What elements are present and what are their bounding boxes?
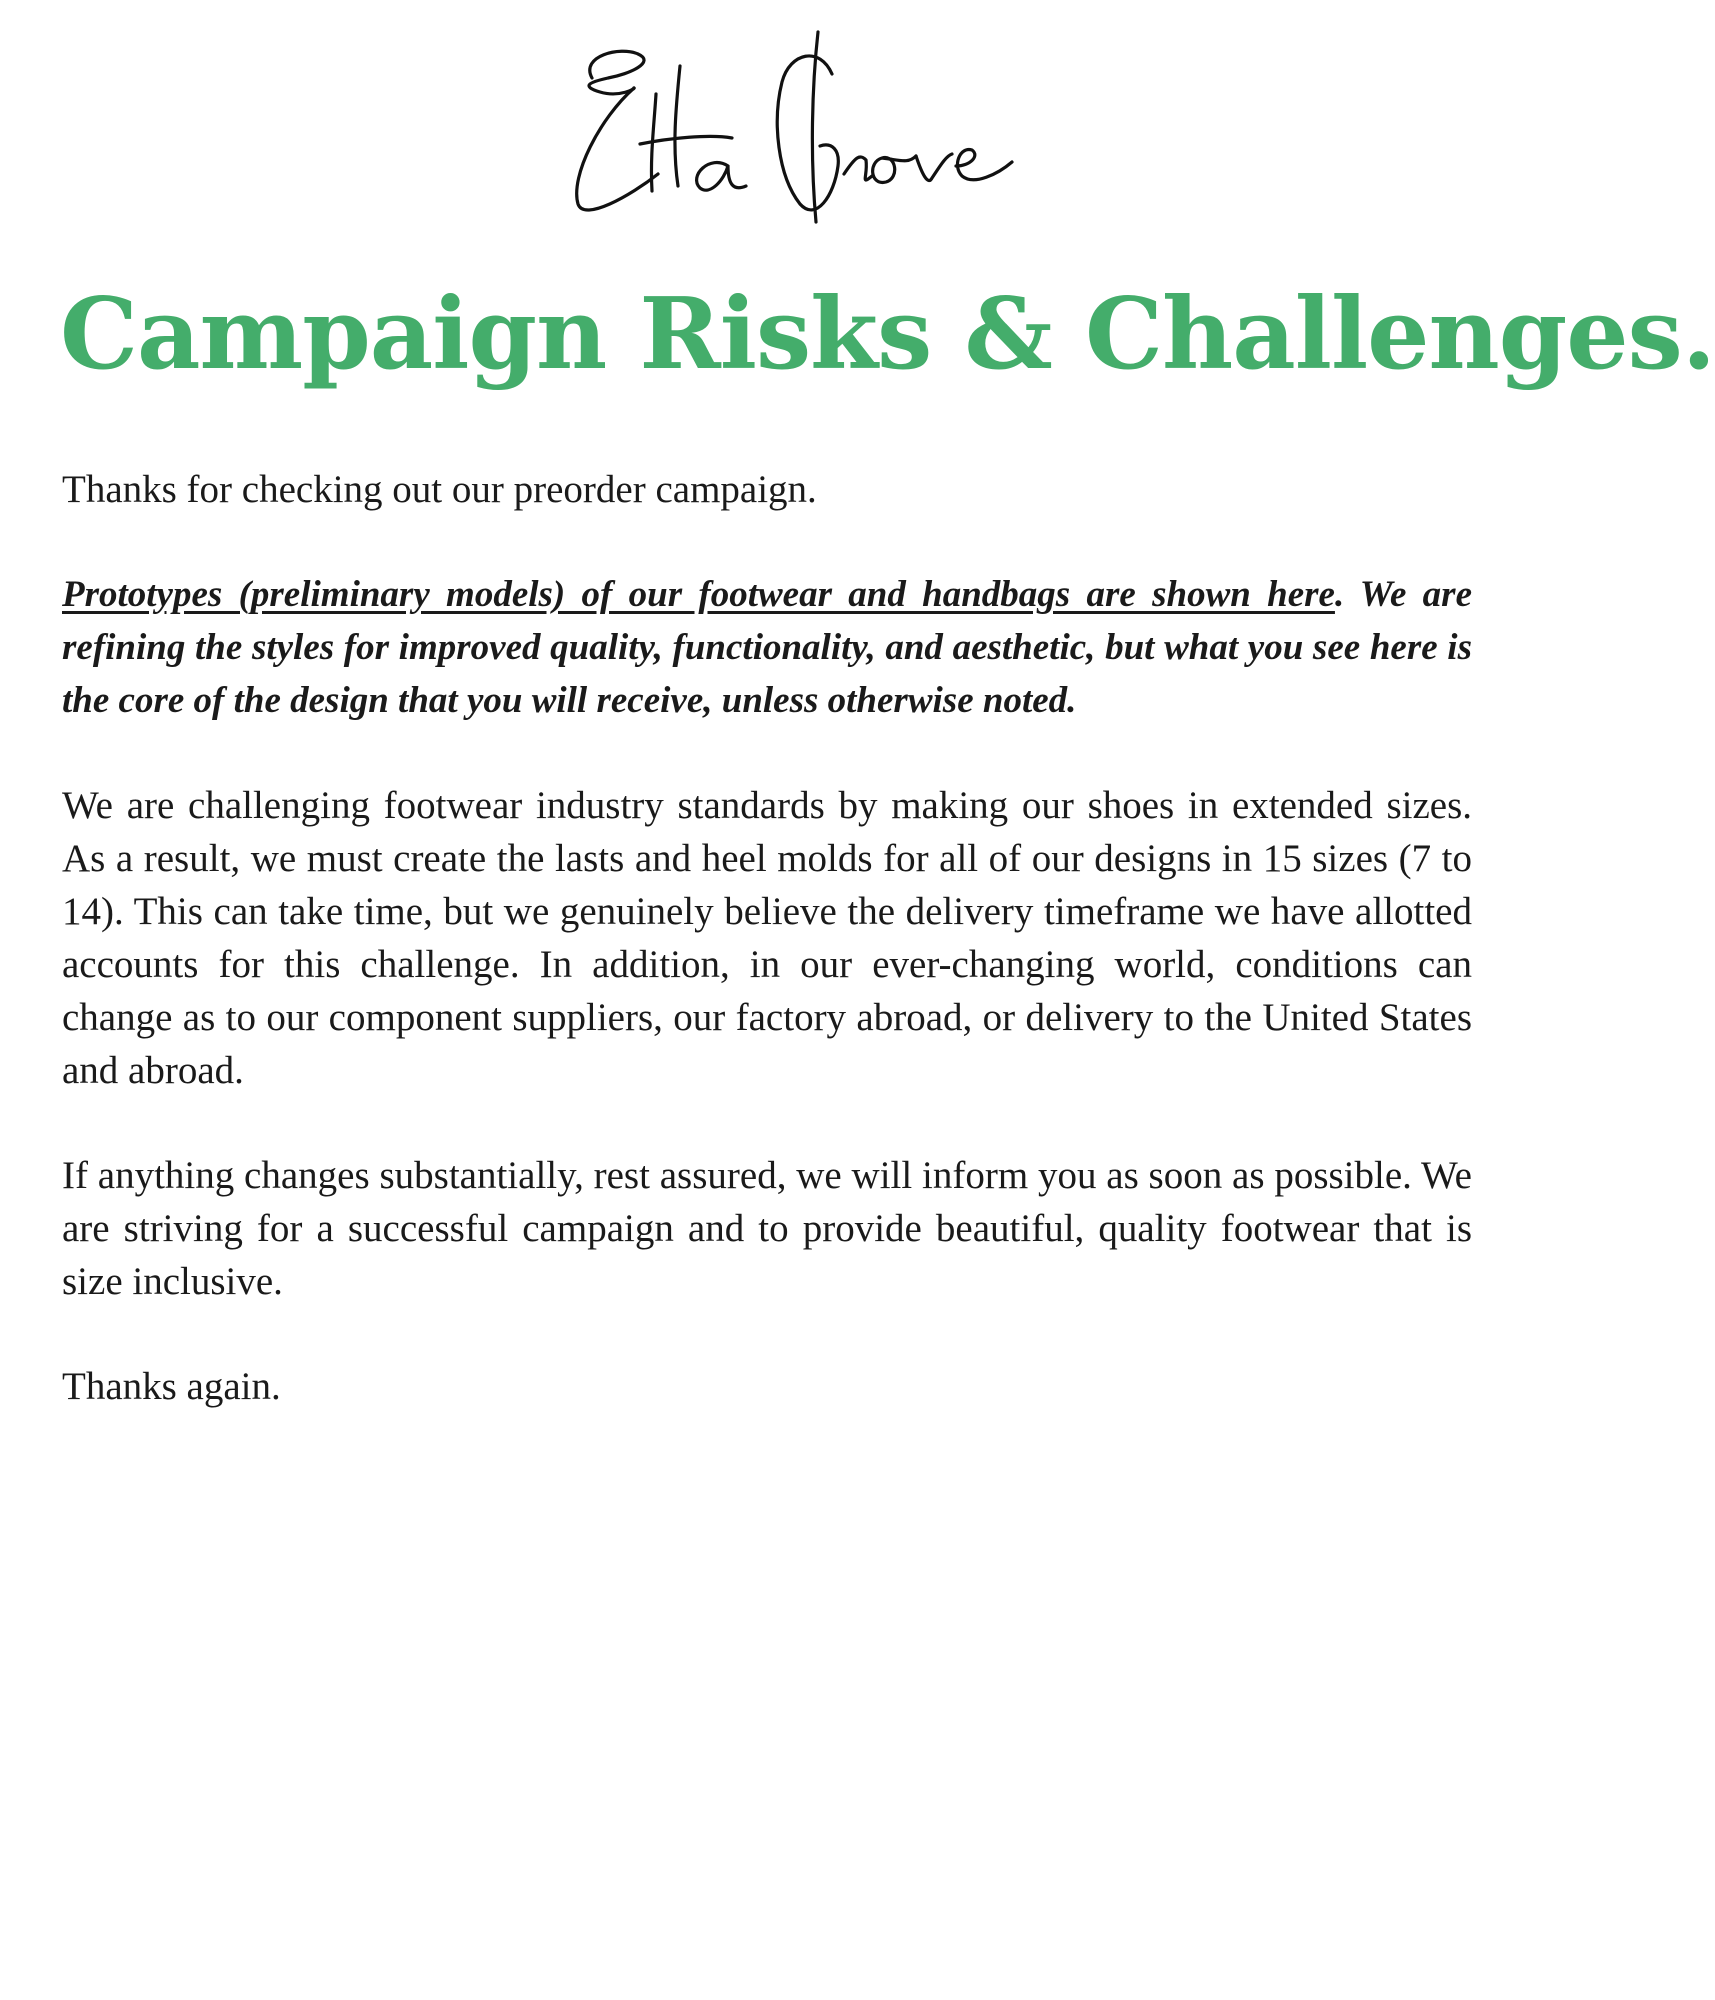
prototype-notice-paragraph [62, 568, 1472, 727]
document-body [62, 463, 1472, 1465]
assurance-paragraph: If anything changes substantially, rest assured, we will inform you as soon as possible. We are striving for a successful campaign and to provide beautiful, quality footwear that is size inclusive. [62, 1154, 1472, 1303]
prototype-notice-period: . [1334, 574, 1345, 615]
challenges-paragraph: We are challenging footwear industry standards by making our shoes in extended sizes. As a result, we must create the lasts and heel molds for all of our designs in 15 sizes (7 to 14). This can take time, but we genuinely believe the delivery timeframe we have allotted accounts for this challenge. In addition, in our ever-changing world, conditions can change as to our component suppliers, our factory abroad, or delivery to the United States and abroad. [62, 784, 1472, 1092]
brand-signature-logo [560, 26, 1050, 226]
prototype-notice-rest: We are refining the styles for improved quality, functionality, and aesthetic, but what you see here is the core of the design that you will receive, unless otherwise noted. [62, 574, 1472, 721]
page-title: Campaign Risks & Challenges. [60, 277, 1715, 392]
signature-drawing [560, 26, 1050, 226]
closing-paragraph: Thanks again. [62, 1365, 281, 1408]
prototype-notice-lead: Prototypes (preliminary models) of our footwear and handbags are shown here [62, 574, 1335, 615]
intro-paragraph: Thanks for checking out our preorder campaign. [62, 468, 817, 511]
